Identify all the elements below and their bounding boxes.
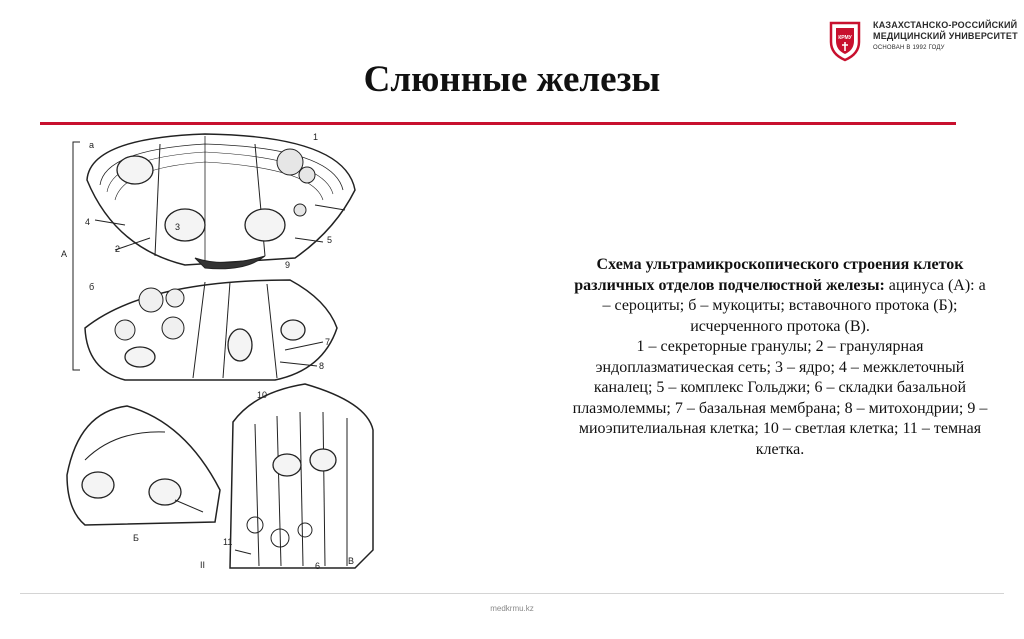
label-a: а [89, 140, 95, 150]
label-V: В [348, 556, 355, 566]
panel-serous-acinus [87, 134, 355, 269]
histology-figure [55, 130, 375, 575]
panel-intercalated-duct [67, 406, 220, 525]
panel-mucous-acinus [85, 280, 337, 380]
label-3: 3 [175, 222, 181, 232]
bracket-a [73, 142, 80, 370]
footer-divider [20, 593, 1004, 594]
label-1: 1 [313, 132, 319, 142]
label-6: 6 [315, 561, 321, 571]
caption-description: ацинуса (А): а – сероциты; б – мукоциты; вставочного протока (Б); исчерченного протока (В). [602, 276, 986, 335]
university-name-line1: КАЗАХСТАНСКО-РОССИЙСКИЙ [873, 20, 1018, 30]
label-b: б [89, 282, 95, 292]
title-divider [40, 122, 956, 125]
label-8: 8 [319, 361, 325, 371]
caption-legend: 1 – секреторные гранулы; 2 – гранулярная эндоплазматическая сеть; 3 – ядро; 4 – межклеточный каналец; 5 – комплекс Гольджи; 6 – складки базальной плазмолеммы; 7 – базальная мембрана; 8 – митохондрии; 9 – миоэпителиальная клетка; 10 – светлая клетка; 11 – темная клетка. [572, 338, 988, 458]
university-name-line2: МЕДИЦИНСКИЙ УНИВЕРСИТЕТ [873, 31, 1018, 41]
label-4: 4 [85, 217, 91, 227]
label-10: 10 [257, 390, 268, 400]
panel-striated-duct [230, 384, 373, 568]
university-logo [827, 20, 1018, 62]
footer-site: medkrmu.kz [490, 604, 534, 613]
label-7: 7 [325, 337, 331, 347]
label-B: Б [133, 533, 139, 543]
label-9: 9 [285, 260, 291, 270]
slide-title: Слюнные железы [363, 59, 661, 100]
caption-heading: Схема ультрамикроскопического строения клеток различных отделов подчелюстной железы: [574, 256, 964, 294]
label-A: А [61, 249, 68, 259]
figure-caption [570, 255, 990, 460]
label-2: 2 [115, 244, 121, 254]
university-founded: ОСНОВАН В 1992 ГОДУ [873, 45, 945, 51]
logo-text: КРМУ [838, 35, 852, 41]
label-II: II [200, 560, 206, 570]
university-shield-icon [827, 20, 863, 62]
label-5: 5 [327, 235, 333, 245]
label-11: 11 [223, 537, 233, 547]
